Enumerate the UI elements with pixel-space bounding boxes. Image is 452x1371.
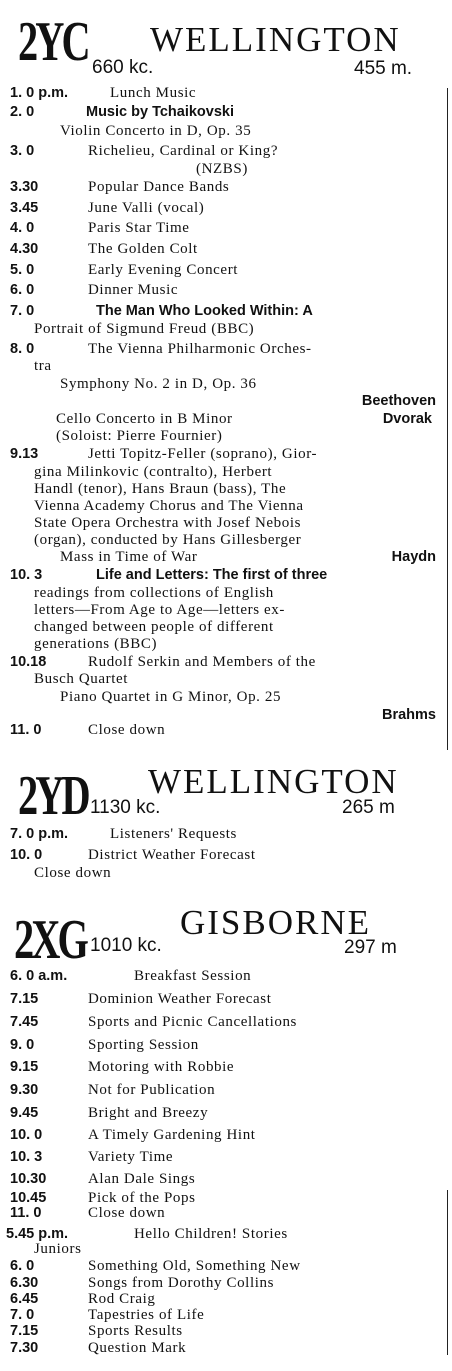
programme-time: 10.45 bbox=[10, 1190, 47, 1206]
station-frequency: 1130 kc. bbox=[90, 797, 161, 818]
programme-title: Motoring with Robbie bbox=[88, 1059, 235, 1075]
programme-time: 4. 0 bbox=[10, 220, 35, 236]
programme-title: The Golden Colt bbox=[88, 241, 198, 257]
programme-time: 10. 3 bbox=[10, 1149, 43, 1165]
station-frequency: 1010 kc. bbox=[90, 935, 162, 956]
composer: Dvorak bbox=[382, 411, 432, 427]
programme-title: Music by Tchaikovski bbox=[86, 104, 235, 120]
programme-title: Sporting Session bbox=[88, 1037, 199, 1053]
programme-time: 10.30 bbox=[10, 1171, 47, 1187]
station-wavelength: 265 m bbox=[342, 797, 395, 818]
programme-time: 10. 0 bbox=[10, 1127, 43, 1143]
programme-time: 11. 0 bbox=[10, 1205, 42, 1221]
work-title: Piano Quartet in G Minor, Op. 25 bbox=[60, 689, 282, 705]
station-city: WELLINGTON bbox=[148, 762, 399, 801]
programme-line: Busch Quartet bbox=[34, 671, 129, 687]
programme-time: 9.30 bbox=[10, 1082, 39, 1098]
programme-time: 10. 0 bbox=[10, 847, 43, 863]
programme-line: letters—From Age to Age—letters ex- bbox=[34, 602, 285, 618]
station-city: GISBORNE bbox=[180, 903, 372, 942]
programme-title: Dominion Weather Forecast bbox=[88, 991, 272, 1007]
programme-time: 5.45 p.m. bbox=[6, 1226, 69, 1242]
programme-title: Rudolf Serkin and Members of the bbox=[88, 654, 316, 670]
programme-title: Paris Star Time bbox=[88, 220, 190, 236]
programme-time: 6. 0 bbox=[10, 1258, 35, 1274]
programme-detail: Juniors bbox=[34, 1241, 82, 1257]
programme-line: Vienna Academy Chorus and The Vienna bbox=[34, 498, 304, 514]
programme-title: Dinner Music bbox=[88, 282, 179, 298]
programme-title: Question Mark bbox=[88, 1340, 187, 1356]
programme-title: Songs from Dorothy Collins bbox=[88, 1275, 275, 1291]
work-title: Symphony No. 2 in D, Op. 36 bbox=[60, 376, 257, 392]
station-city: WELLINGTON bbox=[150, 20, 401, 59]
programme-time: 8. 0 bbox=[10, 341, 35, 357]
programme-title: Close down bbox=[88, 1205, 166, 1221]
programme-title: Listeners' Requests bbox=[110, 826, 237, 842]
composer: Beethoven bbox=[361, 393, 436, 409]
programme-time: 7.15 bbox=[10, 1323, 39, 1339]
programme-time: 6.45 bbox=[10, 1291, 39, 1307]
programme-title: The Man Who Looked Within: A bbox=[96, 303, 313, 319]
programme-title: Lunch Music bbox=[110, 85, 197, 101]
work-title: Mass in Time of War bbox=[60, 549, 198, 565]
programme-line: State Opera Orchestra with Josef Nebois bbox=[34, 515, 302, 531]
programme-time: 4.30 bbox=[10, 241, 39, 257]
programme-title: A Timely Gardening Hint bbox=[88, 1127, 256, 1143]
programme-line: Handl (tenor), Hans Braun (bass), The bbox=[34, 481, 287, 497]
programme-title: Tapestries of Life bbox=[88, 1307, 205, 1323]
programme-title: Richelieu, Cardinal or King? bbox=[88, 143, 279, 159]
programme-time: 7.45 bbox=[10, 1014, 39, 1030]
programme-title: Alan Dale Sings bbox=[88, 1171, 196, 1187]
composer: Brahms bbox=[382, 707, 436, 723]
station-wavelength: 455 m. bbox=[354, 58, 413, 79]
station-callsign: 2YC bbox=[18, 11, 88, 73]
programme-time: 9. 0 bbox=[10, 1037, 35, 1053]
programme-time: 7.15 bbox=[10, 991, 39, 1007]
programme-title: Variety Time bbox=[88, 1149, 174, 1165]
programme-title: Hello Children! Stories bbox=[134, 1226, 288, 1242]
programme-title: Early Evening Concert bbox=[88, 262, 239, 278]
programme-time: 6. 0 a.m. bbox=[10, 968, 68, 984]
work-title: Cello Concerto in B Minor bbox=[56, 411, 233, 427]
programme-title: Sports Results bbox=[88, 1323, 183, 1339]
programme-line: changed between people of different bbox=[34, 619, 274, 635]
work-title: (Soloist: Pierre Fournier) bbox=[56, 428, 223, 444]
station-wavelength: 297 m bbox=[344, 937, 397, 958]
programme-line: gina Milinkovic (contralto), Herbert bbox=[34, 464, 273, 480]
programme-time: 6.30 bbox=[10, 1275, 39, 1291]
programme-time: 6. 0 bbox=[10, 282, 35, 298]
column-rule bbox=[447, 88, 449, 750]
programme-title: Bright and Breezy bbox=[88, 1105, 209, 1121]
composer: Haydn bbox=[391, 549, 436, 565]
programme-line: (organ), conducted by Hans Gillesberger bbox=[34, 532, 302, 548]
programme-time: 11. 0 bbox=[10, 722, 42, 738]
programme-line: generations (BBC) bbox=[34, 636, 158, 652]
programme-detail: (NZBS) bbox=[196, 161, 248, 177]
programme-title: Jetti Topitz-Feller (soprano), Gior- bbox=[88, 446, 318, 462]
programme-title: Breakfast Session bbox=[134, 968, 252, 984]
column-rule bbox=[447, 1190, 449, 1355]
programme-title: Popular Dance Bands bbox=[88, 179, 230, 195]
programme-time: 3. 0 bbox=[10, 143, 35, 159]
programme-time: 5. 0 bbox=[10, 262, 35, 278]
programme-title-cont: tra bbox=[34, 358, 52, 374]
programme-title: Not for Publication bbox=[88, 1082, 216, 1098]
programme-title: Pick of the Pops bbox=[88, 1190, 196, 1206]
programme-title: Life and Letters: The first of three bbox=[96, 567, 328, 583]
station-frequency: 660 kc. bbox=[92, 57, 154, 78]
station-callsign: 2YD bbox=[18, 765, 88, 827]
programme-title: The Vienna Philharmonic Orches- bbox=[88, 341, 312, 357]
programme-time: 2. 0 bbox=[10, 104, 35, 120]
programme-time: 7. 0 bbox=[10, 1307, 35, 1323]
programme-time: 7. 0 p.m. bbox=[10, 826, 69, 842]
programme-time: 9.15 bbox=[10, 1059, 39, 1075]
programme-title: Something Old, Something New bbox=[88, 1258, 301, 1274]
programme-title: Sports and Picnic Cancellations bbox=[88, 1014, 297, 1030]
programme-time: 7.30 bbox=[10, 1340, 39, 1356]
programme-title: Close down bbox=[88, 722, 166, 738]
programme-title: June Valli (vocal) bbox=[88, 200, 205, 216]
programme-time: 3.45 bbox=[10, 200, 39, 216]
programme-title-cont: Portrait of Sigmund Freud (BBC) bbox=[34, 321, 255, 337]
programme-time: 10.18 bbox=[10, 654, 47, 670]
programme-time: 9.13 bbox=[10, 446, 39, 462]
programme-time: 1. 0 p.m. bbox=[10, 85, 69, 101]
programme-time: 3.30 bbox=[10, 179, 39, 195]
programme-detail: Violin Concerto in D, Op. 35 bbox=[60, 123, 252, 139]
programme-title: Rod Craig bbox=[88, 1291, 156, 1307]
programme-detail: Close down bbox=[34, 865, 112, 881]
programme-title: District Weather Forecast bbox=[88, 847, 256, 863]
programme-time: 7. 0 bbox=[10, 303, 35, 319]
programme-time: 10. 3 bbox=[10, 567, 43, 583]
programme-time: 9.45 bbox=[10, 1105, 39, 1121]
station-callsign: 2XG bbox=[14, 909, 86, 971]
programme-line: readings from collections of English bbox=[34, 585, 274, 601]
